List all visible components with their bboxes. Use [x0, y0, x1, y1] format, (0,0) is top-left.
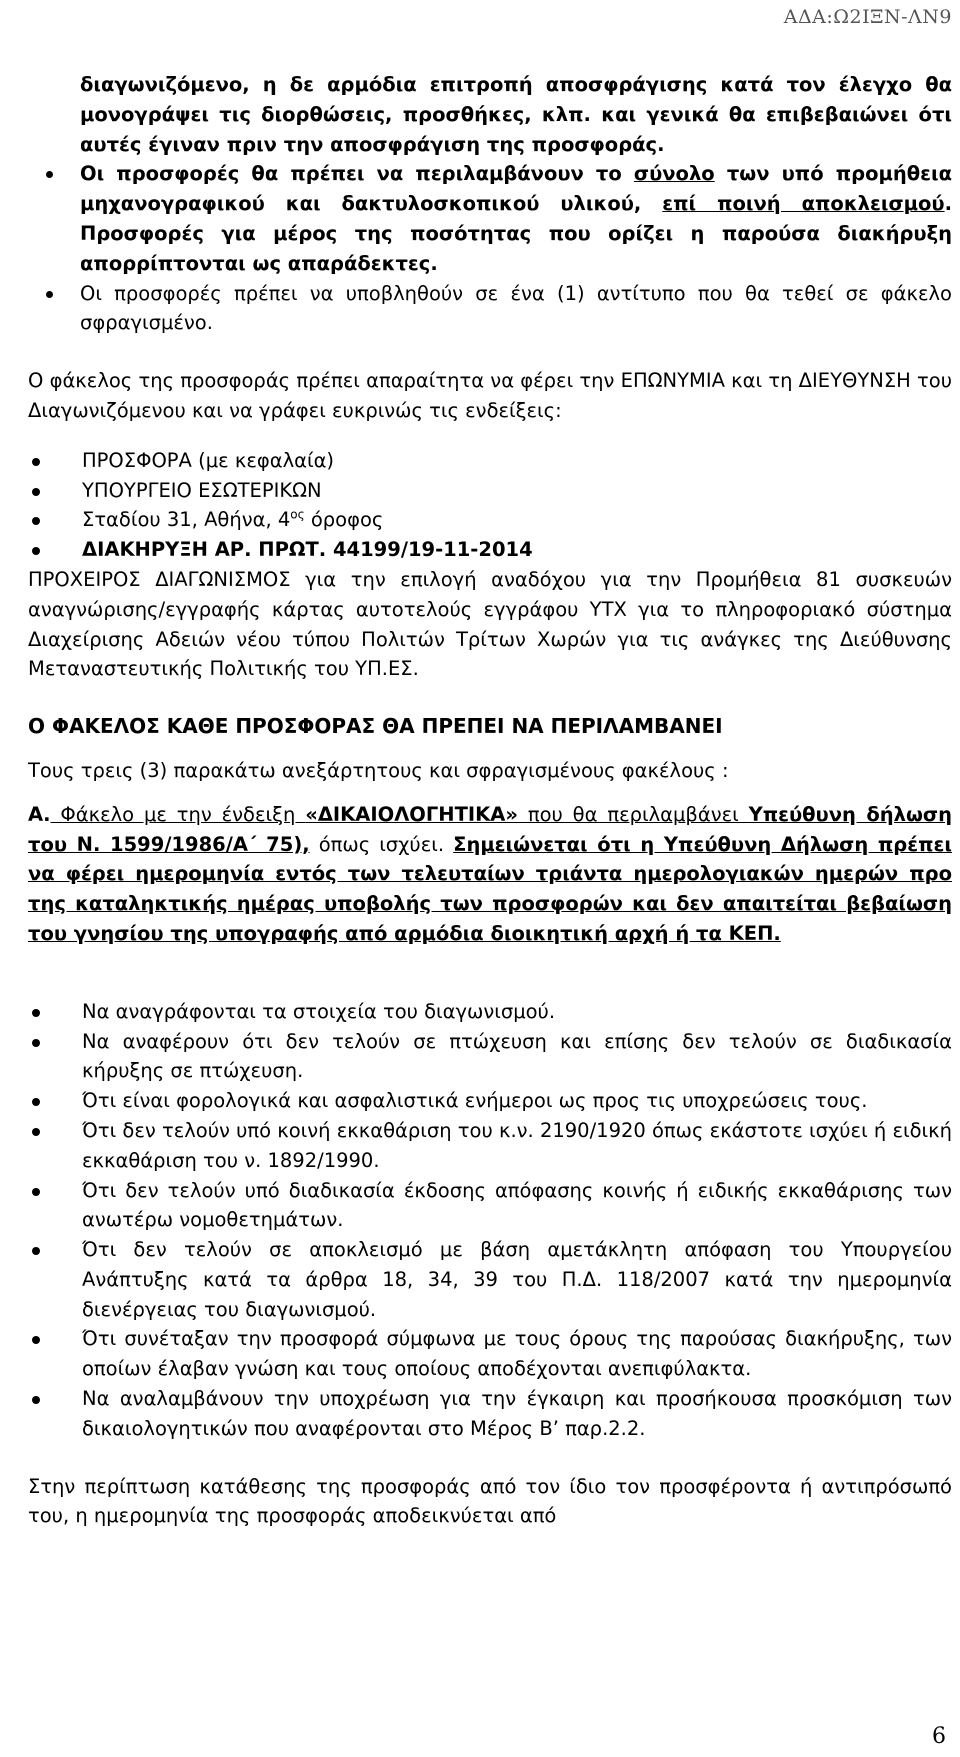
document-body — [28, 70, 952, 1531]
envelope-a-paragraph — [28, 800, 952, 949]
ada-code: ΑΔΑ:Ω2ΙΞΝ-ΛΝ9 — [783, 6, 952, 28]
declaration-item: Να αναφέρουν ότι δεν τελούν σε πτώχευση και επίσης δεν τελούν σε διαδικασία κήρυξης σε πτώχευση. — [28, 1027, 952, 1087]
intro-paragraph: διαγωνιζόμενο, η δε αρμόδια επιτροπή αποσφράγισης κατά τον έλεγχο θα μονογράψει τις διορθώσεις, προσθήκες, κλπ. και γενικά θα επιβεβαιώνει ότι αυτές έγιναν πριν την αποσφράγιση της προσφοράς. — [80, 73, 952, 156]
envelope-a-note: Σημειώνεται ότι η Υπεύθυνη Δήλωση πρέπει να φέρει ημερομηνία εντός των τελευταίων τριάντα ημερολογιακών ημερών προ της καταληκτικής ημέρας υποβολής των προσφορών και δεν απαιτείται βεβαίωση του γνησίου της υπογραφής από αρμόδια διοικητική αρχή ή τα ΚΕΠ. — [28, 832, 952, 945]
bullet-total-supply — [28, 159, 952, 278]
envelope-item-ministry: ΥΠΟΥΡΓΕΙΟ ΕΣΩΤΕΡΙΚΩΝ — [28, 476, 952, 506]
envelope-item-offer: ΠΡΟΣΦΟΡΑ (με κεφαλαία) — [28, 446, 952, 476]
envelope-a-title: «ΔΙΚΑΙΟΛΟΓΗΤΙΚΑ» — [305, 802, 518, 826]
declaration-item: Ότι δεν τελούν σε αποκλεισμό με βάση αμετάκλητη απόφαση του Υπουργείου Ανάπτυξης κατά τα άρθρα 18, 34, 39 του Π.Δ. 118/2007 κατά την ημερομηνία διενέργειας του διαγωνισμού. — [28, 1235, 952, 1324]
declaration-item: Ότι δεν τελούν υπό διαδικασία έκδοσης απόφασης κοινής ή ειδικής εκκαθάρισης των ανωτέρω νομοθετημάτων. — [28, 1176, 952, 1236]
envelope-a-label: Α. — [28, 802, 51, 826]
declaration-item: Ότι είναι φορολογικά και ασφαλιστικά ενήμεροι ως προς τις υποχρεώσεις τους. — [28, 1086, 952, 1116]
declaration-item: Ότι δεν τελούν υπό κοινή εκκαθάριση του κ.ν. 2190/1920 όπως εκάστοτε ισχύει ή ειδική εκκαθάριση του ν. 1892/1990. — [28, 1116, 952, 1176]
envelope-item-address — [28, 505, 952, 535]
declaration-item: Να αναλαμβάνουν την υποχρέωση για την έγκαιρη και προσήκουσα προσκόμιση των δικαιολογητικών που αναφέρονται στο Μέρος Β’ παρ.2.2. — [28, 1384, 952, 1444]
declaration-item: Ότι συνέταξαν την προσφορά σύμφωνα με τους όρους της παρούσας διακήρυξης, των οποίων έλαβαν γνώση και τους οποίους αποδέχονται ανεπιφύλακτα. — [28, 1324, 952, 1384]
underlined-penalty: επί ποινή αποκλεισμού — [662, 192, 945, 216]
underlined-total: σύνολο — [633, 162, 715, 186]
address-text: Σταδίου 31, Αθήνα, 4 — [82, 508, 291, 532]
envelope-a-text2: που θα περιλαμβάνει — [517, 802, 749, 826]
envelope-item-protocol: ΔΙΑΚΗΡΥΞΗ ΑΡ. ΠΡΩΤ. 44199/19-11-2014 — [28, 535, 952, 565]
envelope-paragraph: Ο φάκελος της προσφοράς πρέπει απαραίτητα να φέρει την ΕΠΩΝΥΜΙΑ και τη ΔΙΕΥΘΥΝΣΗ του Διαγωνιζόμενου και να γράφει ευκρινώς τις ενδείξεις: — [28, 369, 952, 422]
floor-suffix: ος — [290, 507, 305, 522]
closing-paragraph: Στην περίπτωση κατάθεσης της προσφοράς από τον ίδιο τον προσφέροντα ή αντιπρόσωπό του, η ημερομηνία της προσφοράς αποδεικνύεται από — [28, 1474, 952, 1528]
section-subheading: Τους τρεις (3) παρακάτω ανεξάρτητους και σφραγισμένους φακέλους : — [28, 758, 729, 782]
floor-text: όροφος — [304, 508, 384, 532]
bullet-text-post: . Προσφορές για μέρος της ποσότητας που ορίζει η παρούσα διακήρυξη απορρίπτονται ως απαράδεκτες. — [80, 192, 952, 275]
bullet-text-mid: των υπό προμήθεια μηχανογραφικού και δακτυλοσκοπικού υλικού, — [80, 162, 952, 216]
bullet-copies: Οι προσφορές πρέπει να υποβληθούν σε ένα (1) αντίτυπο που θα τεθεί σε φάκελο σφραγισμένο. — [28, 279, 952, 339]
procurement-paragraph: ΠΡΟΧΕΙΡΟΣ ΔΙΑΓΩΝΙΣΜΟΣ για την επιλογή αναδόχου για την Προμήθεια 81 συσκευών αναγνώρισης/εγγραφής κάρτας αυτοτελούς εγγράφου ΥΤΧ για το πληροφοριακό σύστημα Διαχείρισης Αδειών νέου τύπου Πολιτών Τρίτων Χωρών για τις ανάγκες της Διεύθυνσης Μεταναστευτικής Πολιτικής του ΥΠ.ΕΣ. — [28, 567, 952, 681]
bullet-text-pre: Οι προσφορές θα πρέπει να περιλαμβάνουν το — [80, 162, 634, 186]
declaration-item: Να αναγράφονται τα στοιχεία του διαγωνισμού. — [28, 997, 952, 1027]
envelope-a-text1: Φάκελο με την ένδειξη — [50, 802, 306, 826]
envelope-a-text3: όπως ισχύει. — [309, 832, 454, 856]
section-heading: Ο ΦΑΚΕΛΟΣ ΚΑΘΕ ΠΡΟΣΦΟΡΑΣ ΘΑ ΠΡΕΠΕΙ ΝΑ ΠΕΡΙΛΑΜΒΑΝΕΙ — [28, 714, 723, 739]
envelope-a-declaration: Υπεύθυνη δήλωση του Ν. 1599/1986/Α΄ 75), — [28, 802, 952, 856]
page-number: 6 — [932, 1724, 946, 1749]
